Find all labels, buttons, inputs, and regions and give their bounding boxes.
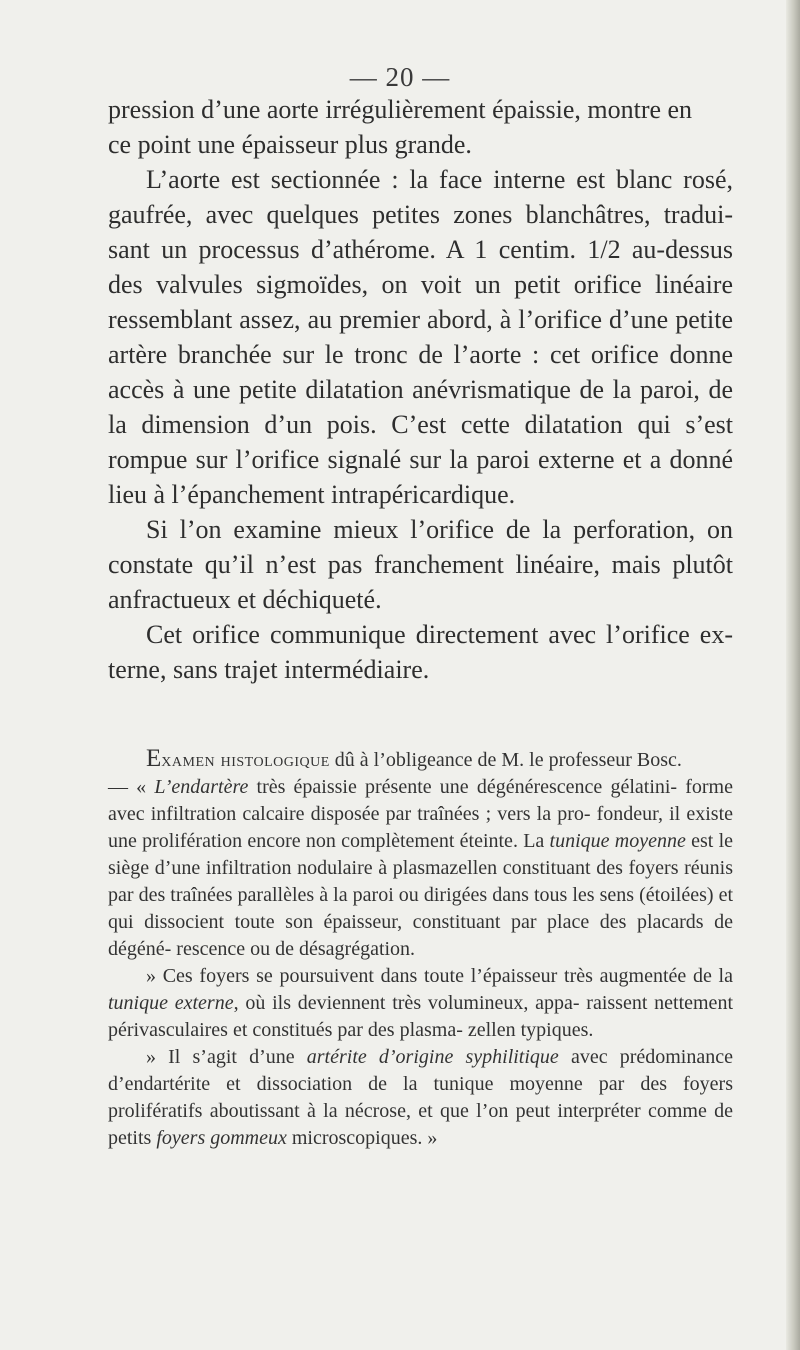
histology-endartery [108, 774, 733, 963]
text-line: pression d’une aorte irrégulièrement épaissie, montre en [108, 95, 693, 124]
heading-after: dû à l’obligeance de M. le professeur Bosc. [329, 749, 682, 771]
page-number: — 20 — [349, 62, 451, 92]
heading-small-caps: xamen histologique [161, 749, 330, 771]
paragraph-continuation [108, 92, 733, 162]
paragraph-perforation: Si l’on examine mieux l’orifice de la perforation, on constate qu’il n’est pas franchement linéaire, mais plutôt anfractueux et déchiqueté. [108, 515, 733, 614]
external-start: » Ces foyers se poursuivent dans toute l’épaisseur très augmentée de la [146, 965, 733, 987]
quote-open: — « [108, 776, 155, 798]
page-edge-shadow [786, 0, 800, 1350]
paragraph-orifice: Cet orifice communique directement avec l’orifice ex- terne, sans trajet intermédiaire. [108, 620, 733, 684]
text-line: ce point une épaisseur plus grande. [108, 130, 472, 159]
term-foyers-gommeux: foyers gommeux [156, 1127, 287, 1149]
histology-external [108, 963, 733, 1044]
term-tunique-externe: tunique externe [108, 992, 234, 1014]
histology-heading-paragraph [108, 745, 733, 774]
media-text: est le siège d’une infiltration nodulaire à plasmazellen constituant des foyers réunis par des traînées parallèles à la paroi ou dirigées dans tous les sens (étoilées) et qui dissocient toute son épaisseur, constituant par place des placards de dégéné- rescence ou de désagrégation. [108, 830, 733, 960]
conclusion-end: microscopiques. » [286, 1127, 438, 1149]
media-start: La [523, 830, 550, 852]
main-text [108, 92, 733, 687]
conclusion-start: » Il s’agit d’une [146, 1046, 307, 1068]
endartery-text: très épaissie présente une dégénérescence gélatini- forme avec infiltration calcaire disposée par traînées ; vers la pro- fondeur, il existe une prolifération encore non complètement éteinte. [108, 776, 733, 852]
paragraph-aorta-section: L’aorte est sectionnée : la face interne est blanc rosé, gaufrée, avec quelques petites zones blanchâtres, tradui- sant un processus d’athérome. A 1 centim. 1/2 au-dessus des valvules sigmoïdes, on voit un petit orifice linéaire ressemblant assez, au premier abord, à l’orifice d’une petite artère branchée sur le tronc de l’aorte : cet orifice donne accès à une petite dilatation anévrismatique de la paroi, de la dimension d’un pois. C’est cette dilatation qui s’est rompue sur l’orifice signalé sur la paroi externe et a donné lieu à l’épanchement intrapéricardique. [108, 165, 733, 509]
term-arterite: artérite d’origine syphilitique [306, 1046, 559, 1068]
external-text: , où ils deviennent très volumineux, appa- raissent nettement périvasculaires et constitués par des plasma- zellen typiques. [108, 992, 733, 1041]
heading-initial: E [146, 745, 162, 772]
term-tunique-moyenne: tunique moyenne [549, 830, 686, 852]
histology-section [108, 745, 733, 1152]
histology-conclusion [108, 1044, 733, 1152]
conclusion-mid: avec prédominance d’endartérite et dissociation de la tunique moyenne par des foyers prolifératifs aboutissant à la nécrose, et que l’on peut interpréter comme de petits [108, 1046, 733, 1149]
term-endartere: L’endartère [154, 776, 249, 798]
